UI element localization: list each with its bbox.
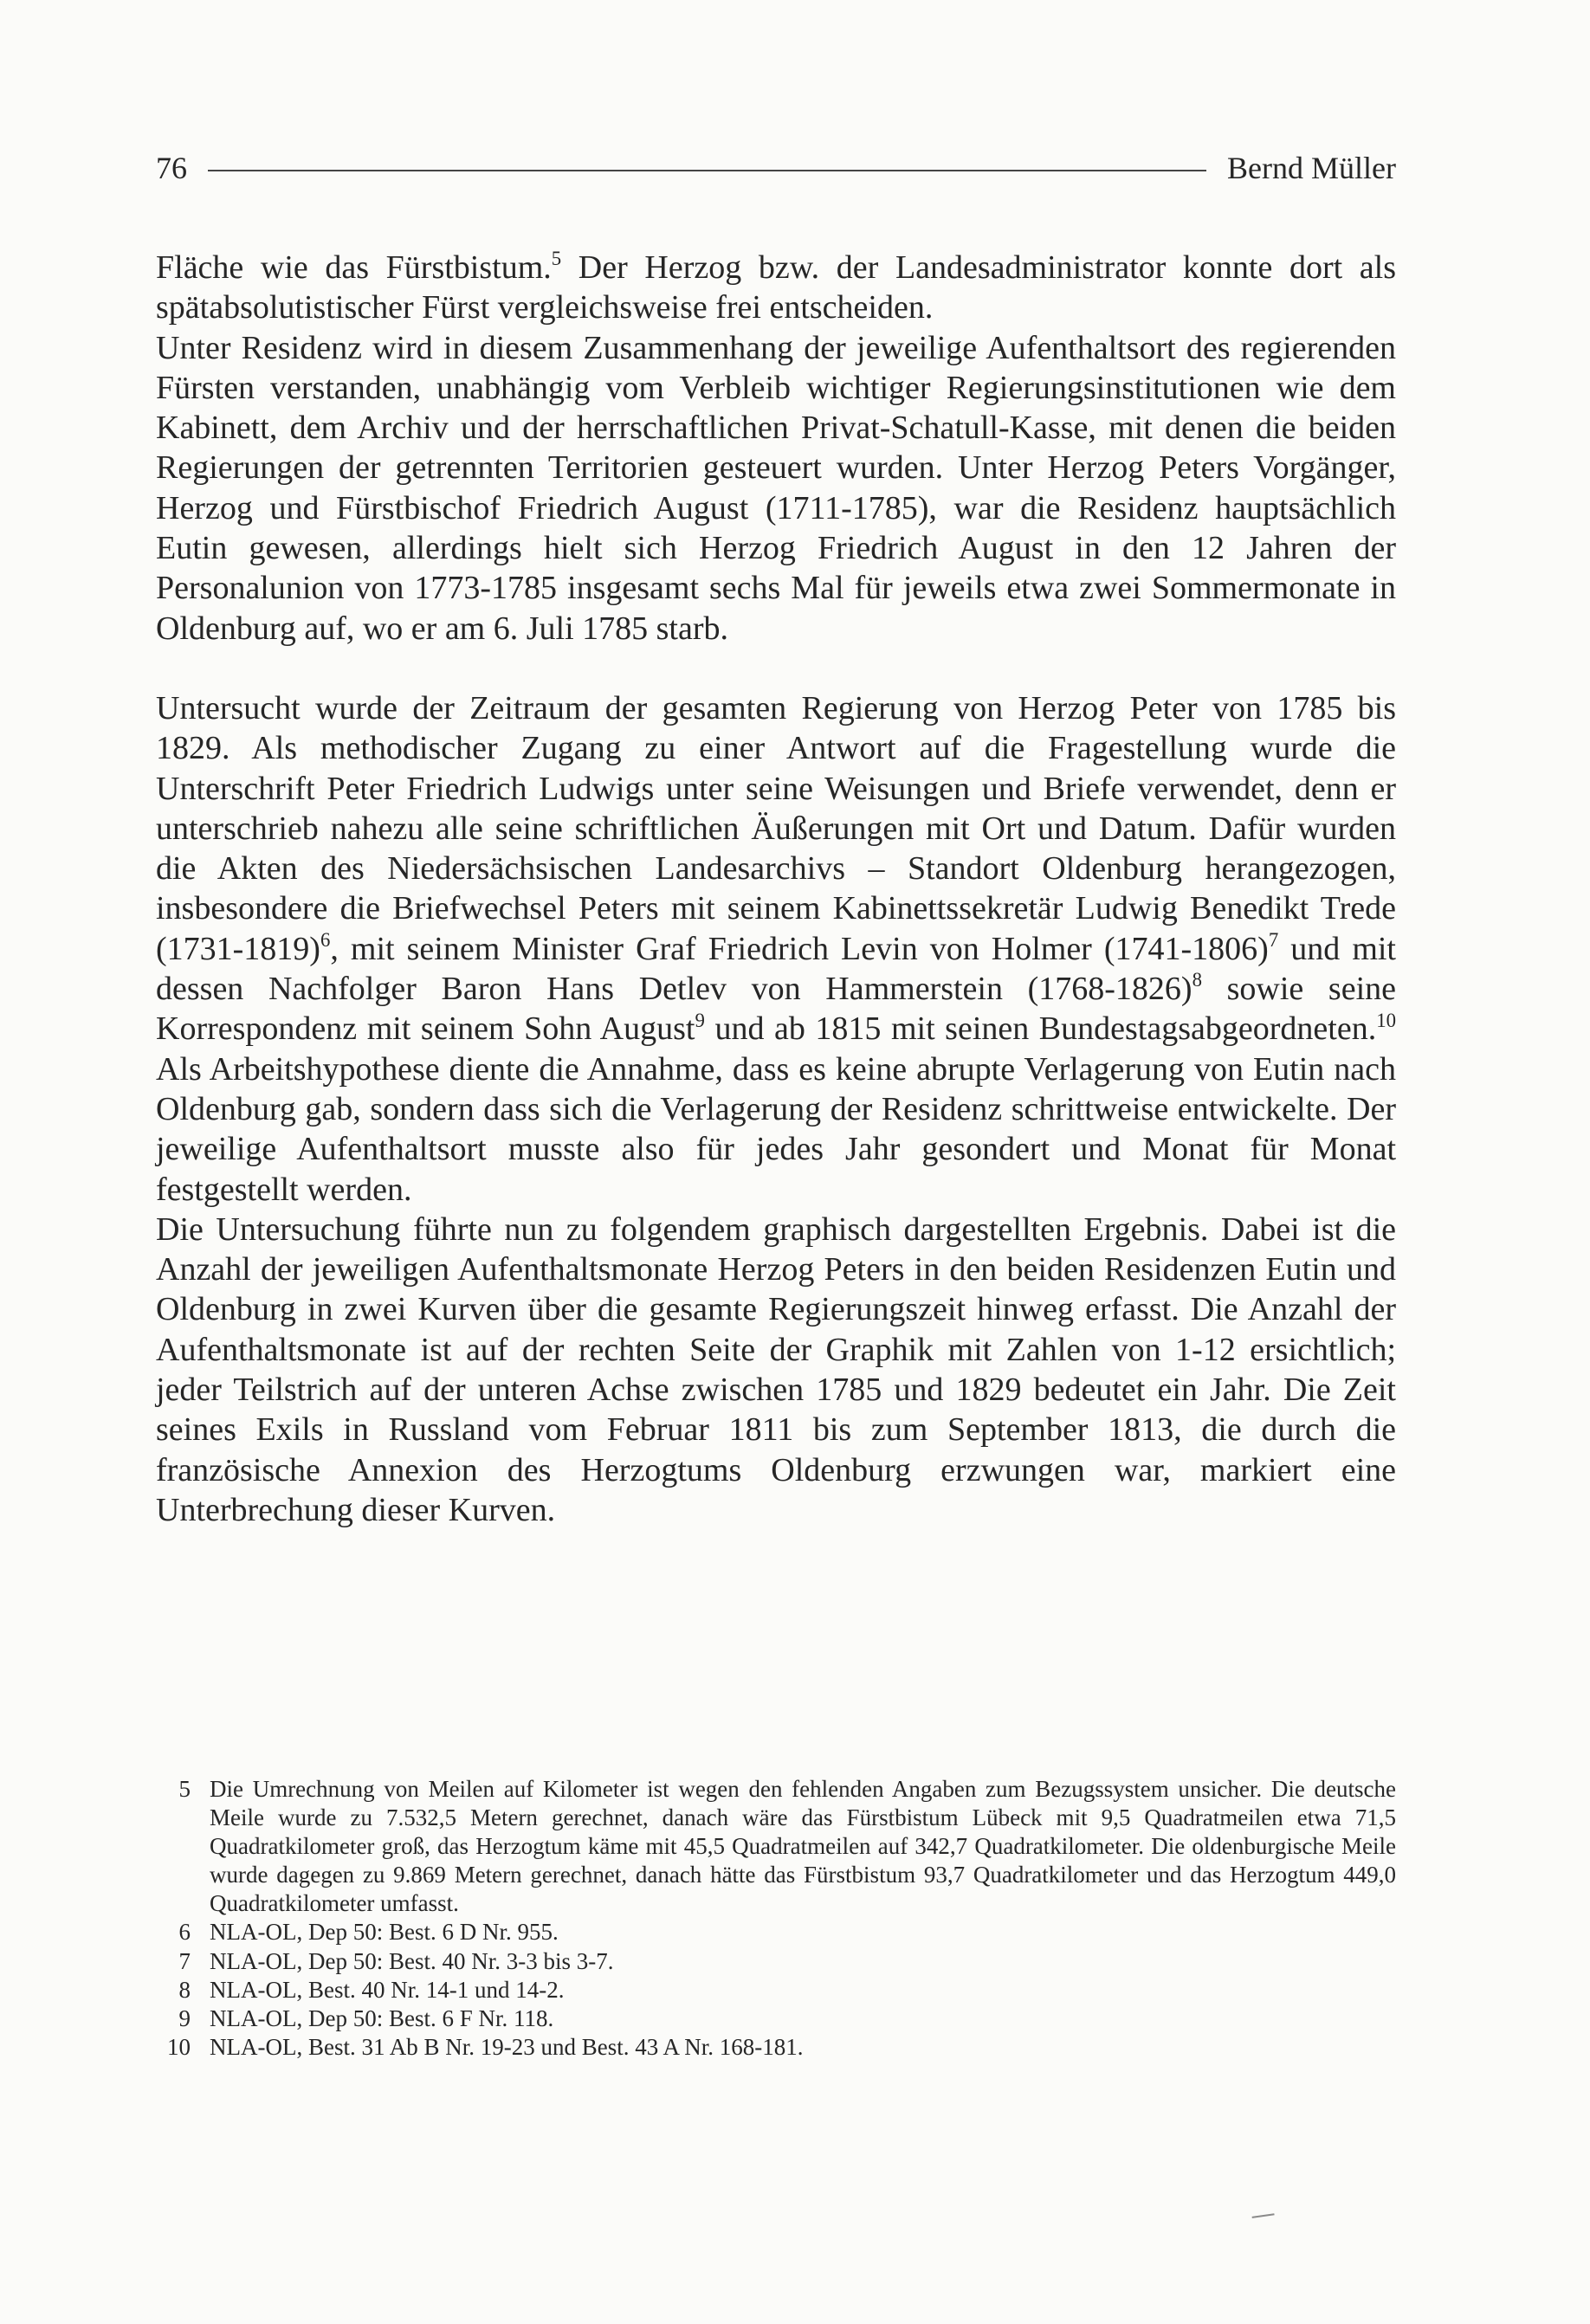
footnote-ref-8: 8	[1192, 969, 1202, 991]
footnote-text: NLA-OL, Best. 40 Nr. 14-1 und 14-2.	[210, 1976, 565, 2003]
footnote-number: 7	[178, 1947, 191, 1974]
text-span: sowie seine Korrespondenz mit seinem Sohn August	[156, 971, 1396, 1048]
footnote-number: 5	[178, 1776, 191, 1802]
footnote-ref-6: 6	[320, 928, 331, 951]
text-span: und mit dessen Nachfolger Baron Hans Detlev von Hammerstein (1768-1826)	[156, 930, 1396, 1008]
footnote-text: NLA-OL, Dep 50: Best. 6 F Nr. 118.	[210, 2004, 554, 2031]
footnote-number: 9	[178, 2004, 191, 2031]
page-number: 76	[156, 151, 187, 185]
footnote-8	[156, 1976, 1396, 2004]
text-span: Fläche wie das Fürstbistum.	[156, 249, 552, 286]
text-span: , mit seinem Minister Graf Friedrich Levin von Holmer (1741-1806)	[330, 930, 1269, 967]
footnote-10	[156, 2033, 1396, 2062]
running-author: Bernd Müller	[1227, 151, 1396, 185]
footnote-number: 10	[167, 2033, 191, 2060]
paragraph-1	[156, 248, 1396, 328]
footnote-number: 8	[178, 1976, 191, 2003]
footnote-text: NLA-OL, Dep 50: Best. 40 Nr. 3-3 bis 3-7.	[210, 1947, 614, 1974]
paragraph-3	[156, 688, 1396, 1210]
footnote-ref-10: 10	[1376, 1009, 1396, 1031]
text-span: Als Arbeitshypothese diente die Annahme, dass es keine abrupte Verlagerung von Eutin nach Oldenburg gab, sondern dass sich die Verlagerung der Residenz schrittweise entwickelte. Der jeweilige Aufenthaltsort musste also für jedes Jahr gesondert und Monat für Monat festgestellt werden.	[156, 1050, 1396, 1208]
running-header	[156, 149, 1396, 187]
footnote-7	[156, 1947, 1396, 1976]
footnote-5	[156, 1775, 1396, 1918]
footnotes	[156, 1775, 1396, 2062]
paragraph-4: Die Untersuchung führte nun zu folgendem graphisch dargestellten Ergebnis. Dabei ist die Anzahl der jeweiligen Aufenthaltsmonate Herzog Peters in den beiden Residenzen Eutin und Oldenburg in zwei Kurven über die gesamte Regierungszeit hinweg erfasst. Die Anzahl der Aufenthaltsmonate ist auf der rechten Seite der Graphik mit Zahlen von 1-12 ersichtlich; jeder Teilstrich auf der unteren Achse zwischen 1785 und 1829 bedeutet ein Jahr. Die Zeit seines Exils in Russland vom Februar 1811 bis zum September 1813, die durch die französische Annexion des Herzogtums Oldenburg erzwungen war, markiert eine Unterbrechung dieser Kurven.	[156, 1210, 1396, 1528]
footnote-ref-5: 5	[551, 248, 562, 270]
paragraph-2: Unter Residenz wird in diesem Zusammenhang der jeweilige Aufenthaltsort des regierenden Fürsten verstanden, unabhängig vom Verbleib wichtiger Regierungsinstitutionen wie dem Kabinett, dem Archiv und der herrschaftlichen Privat-Schatull-Kasse, mit denen die beiden Regierungen der getrennten Territorien gesteuert wurden. Unter Herzog Peters Vorgänger, Herzog und Fürstbischof Friedrich August (1711-1785), war die Residenz hauptsächlich Eutin gewesen, allerdings hielt sich Herzog Friedrich August in den 12 Jahren der Personalunion von 1773-1785 insgesamt sechs Mal für jeweils etwa zwei Sommermonate in Oldenburg auf, wo er am 6. Juli 1785 starb.	[156, 329, 1396, 647]
footnote-9	[156, 2004, 1396, 2033]
footnote-6	[156, 1918, 1396, 1946]
footnote-ref-7: 7	[1268, 928, 1279, 951]
main-text	[156, 248, 1396, 1530]
text-span: Der Herzog bzw. der Landesadministrator konnte dort als spätabsolutistischer Fürst vergleichsweise frei entscheiden.	[156, 249, 1397, 326]
text-span: und ab 1815 mit seinen Bundestagsabgeordneten.	[704, 1010, 1377, 1048]
footnote-text: Die Umrechnung von Meilen auf Kilometer ist wegen den fehlenden Angaben zum Bezugssystem unsicher. Die deutsche Meile wurde zu 7.532,5 Metern gerechnet, danach wäre das Fürstbistum Lübeck mit 9,5 Quadratmeilen etwa 71,5 Quadratkilometer groß, das Herzogtum käme mit 45,5 Quadratmeilen auf 342,7 Quadratkilometer. Die oldenburgische Meile wurde dagegen zu 9.869 Metern gerechnet, danach hätte das Fürstbistum 93,7 Quadratkilometer und das Herzogtum 449,0 Quadratkilometer umfasst.	[210, 1776, 1396, 1917]
footnote-text: NLA-OL, Best. 31 Ab B Nr. 19-23 und Best. 43 A Nr. 168-181.	[210, 2033, 804, 2060]
header-rule	[208, 170, 1206, 171]
footnote-text: NLA-OL, Dep 50: Best. 6 D Nr. 955.	[210, 1919, 559, 1946]
footnote-number: 6	[178, 1919, 191, 1946]
text-span: Untersucht wurde der Zeitraum der gesamten Regierung von Herzog Peter von 1785 bis 1829. Als methodischer Zugang zu einer Antwort auf die Fragestellung wurde die Unterschrift Peter Friedrich Ludwigs unter seine Weisungen und Briefe verwendet, denn er unterschrieb nahezu alle seine schriftlichen Äußerungen mit Ort und Datum. Dafür wurden die Akten des Niedersächsischen Landesarchivs – Standort Oldenburg herangezogen, insbesondere die Briefwechsel Peters mit seinem Kabinettssekretär Ludwig Benedikt Trede (1731-1819)	[156, 689, 1396, 967]
footnote-ref-9: 9	[695, 1009, 705, 1031]
scan-mark	[1252, 2213, 1276, 2224]
